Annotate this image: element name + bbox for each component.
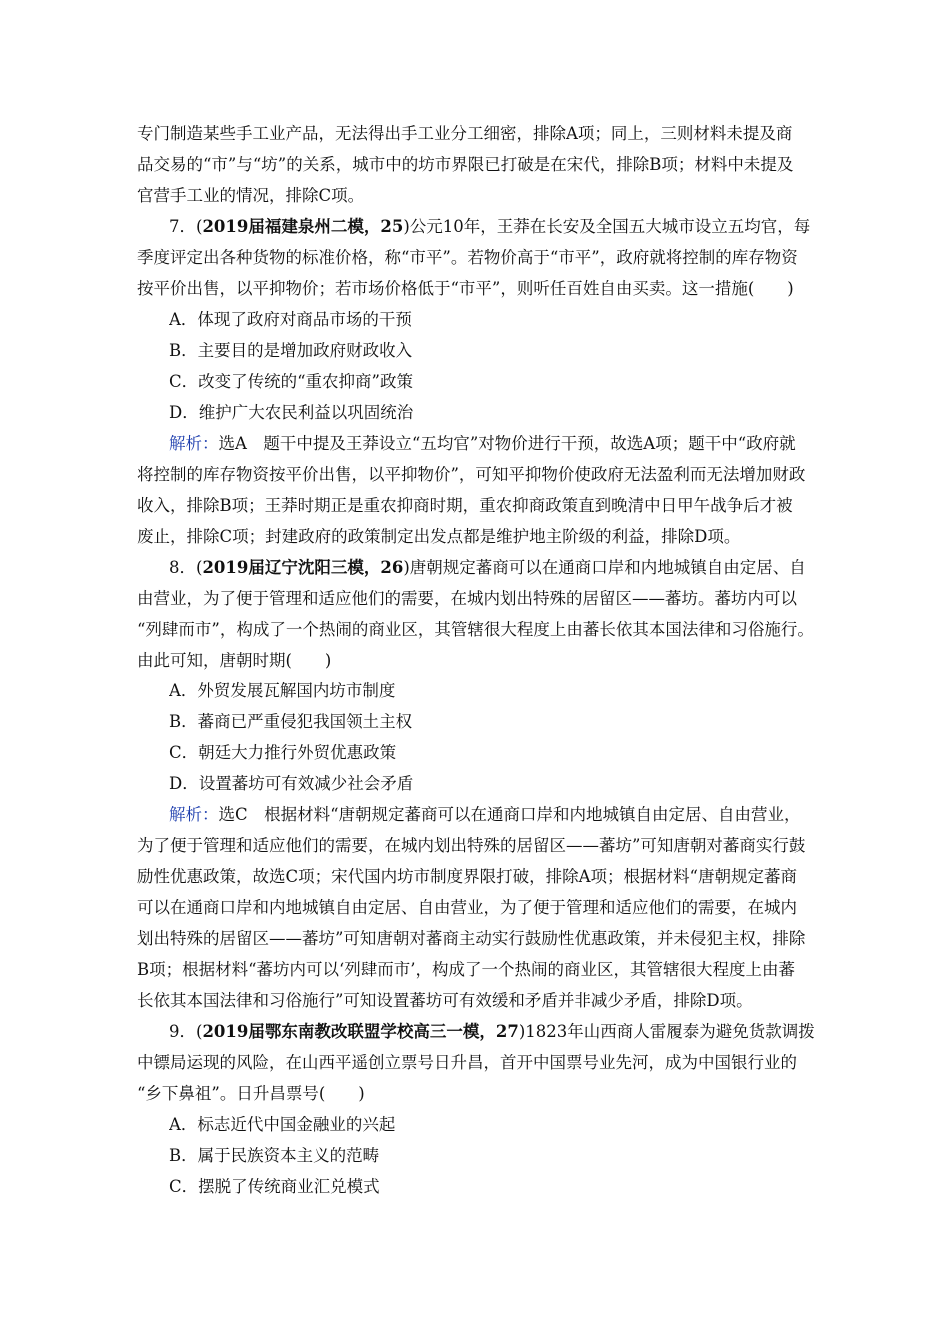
- intro-line-3: 官营手工业的情况，排除C项。: [137, 186, 365, 205]
- q9-stem-line-3: “乡下鼻祖”。日升昌票号( ): [137, 1084, 365, 1103]
- q7-stem-line-1: [169, 211, 829, 242]
- q9-stem-line-1: [169, 1016, 829, 1047]
- q8-analysis-line-1: [169, 799, 829, 830]
- q8-analysis-first: 选C 根据材料“唐朝规定蕃商可以在通商口岸和内地城镇自由定居、自由营业，: [218, 805, 801, 824]
- q8-option-d: D．设置蕃坊可有效减少社会矛盾: [169, 774, 414, 793]
- q9-option-c: C．摆脱了传统商业汇兑模式: [169, 1177, 380, 1196]
- q8-analysis-line-4: 可以在通商口岸和内地城镇自由定居、自由营业，为了便于管理和适应他们的需要，在城内: [137, 898, 797, 917]
- q8-analysis-line-2: 为了便于管理和适应他们的需要，在城内划出特殊的居留区——蕃坊”可知唐朝对蕃商实行鼓: [137, 836, 806, 855]
- q8-number: 8．(: [169, 558, 203, 577]
- q8-stem-line-3: “列肆而市”，构成了一个热闹的商业区，其管辖很大程度上由蕃长依其本国法律和习俗施行。: [137, 620, 814, 639]
- q8-analysis-label: 解析：: [169, 805, 219, 824]
- q7-analysis-label: 解析：: [169, 434, 219, 453]
- q8-stem-line-1: [169, 552, 829, 583]
- q9-option-a: A．标志近代中国金融业的兴起: [169, 1115, 396, 1134]
- q8-stem-first: )唐朝规定蕃商可以在通商口岸和内地城镇自由定居、自: [403, 558, 806, 577]
- q7-analysis-line-1: [169, 428, 829, 459]
- q8-analysis-line-6: B项；根据材料“蕃坊内可以‘列肆而市’，构成了一个热闹的商业区，其管辖很大程度上由蕃: [137, 960, 796, 979]
- q7-analysis-line-4: 废止，排除C项；封建政府的政策制定出发点都是维护地主阶级的利益，排除D项。: [137, 527, 741, 546]
- q7-stem-line-3: 按平价出售，以平抑物价；若市场价格低于“市平”，则听任百姓自由买卖。这一措施( ): [137, 279, 794, 298]
- q8-option-a: A．外贸发展瓦解国内坊市制度: [169, 681, 396, 700]
- intro-line-1: 专门制造某些手工业产品，无法得出手工业分工细密，排除A项；同上，三则材料未提及商: [137, 124, 793, 143]
- q7-option-a: A．体现了政府对商品市场的干预: [169, 310, 412, 329]
- q9-option-b: B．属于民族资本主义的范畴: [169, 1146, 380, 1165]
- intro-line-2: 品交易的“市”与“坊”的关系，城市中的坊市界限已打破是在宋代，排除B项；材料中未提及: [137, 155, 794, 174]
- q7-analysis-first: 选A 题干中提及王莽设立“五均官”对物价进行干预，故选A项；题干中“政府就: [218, 434, 796, 453]
- q8-stem-line-4: 由此可知，唐朝时期( ): [137, 651, 332, 670]
- q9-source: 2019届鄂东南教改联盟学校高三一模，27: [202, 1022, 519, 1041]
- q7-option-b: B．主要目的是增加政府财政收入: [169, 341, 413, 360]
- q8-analysis-line-5: 划出特殊的居留区——蕃坊”可知唐朝对蕃商主动实行鼓励性优惠政策，并未侵犯主权，排除: [137, 929, 806, 948]
- q7-option-c: C．改变了传统的“重农抑商”政策: [169, 372, 413, 391]
- q9-stem-first: )1823年山西商人雷履泰为避免货款调拨: [518, 1022, 815, 1041]
- q8-source: 2019届辽宁沈阳三模，26: [202, 558, 404, 577]
- q7-analysis-line-2: 将控制的库存物资按平价出售，以平抑物价”，可知平抑物价使政府无法盈利而无法增加财政: [137, 465, 806, 484]
- q9-stem-line-2: 中镖局运现的风险，在山西平遥创立票号日升昌，首开中国票号业先河，成为中国银行业的: [137, 1053, 797, 1072]
- q7-option-d: D．维护广大农民利益以巩固统治: [169, 403, 414, 422]
- q9-number: 9．(: [169, 1022, 203, 1041]
- q8-analysis-line-3: 励性优惠政策，故选C项；宋代国内坊市制度界限打破，排除A项；根据材料“唐朝规定蕃商: [137, 867, 797, 886]
- q7-source: 2019届福建泉州二模，25: [202, 217, 404, 236]
- q7-analysis-line-3: 收入，排除B项；王莽时期正是重农抑商时期，重农抑商政策直到晚清中日甲午战争后才被: [137, 496, 793, 515]
- q8-analysis-line-7: 长依其本国法律和习俗施行”可知设置蕃坊可有效缓和矛盾并非减少矛盾，排除D项。: [137, 991, 753, 1010]
- q8-stem-line-2: 由营业，为了便于管理和适应他们的需要，在城内划出特殊的居留区——蕃坊。蕃坊内可以: [137, 589, 797, 608]
- q7-stem-line-2: 季度评定出各种货物的标准价格，称“市平”。若物价高于“市平”，政府就将控制的库存物资: [137, 248, 798, 267]
- q8-option-c: C．朝廷大力推行外贸优惠政策: [169, 743, 397, 762]
- q8-option-b: B．蕃商已严重侵犯我国领土主权: [169, 712, 413, 731]
- q7-number: 7．(: [169, 217, 203, 236]
- q7-stem-first: )公元10年，王莽在长安及全国五大城市设立五均官，每: [403, 217, 811, 236]
